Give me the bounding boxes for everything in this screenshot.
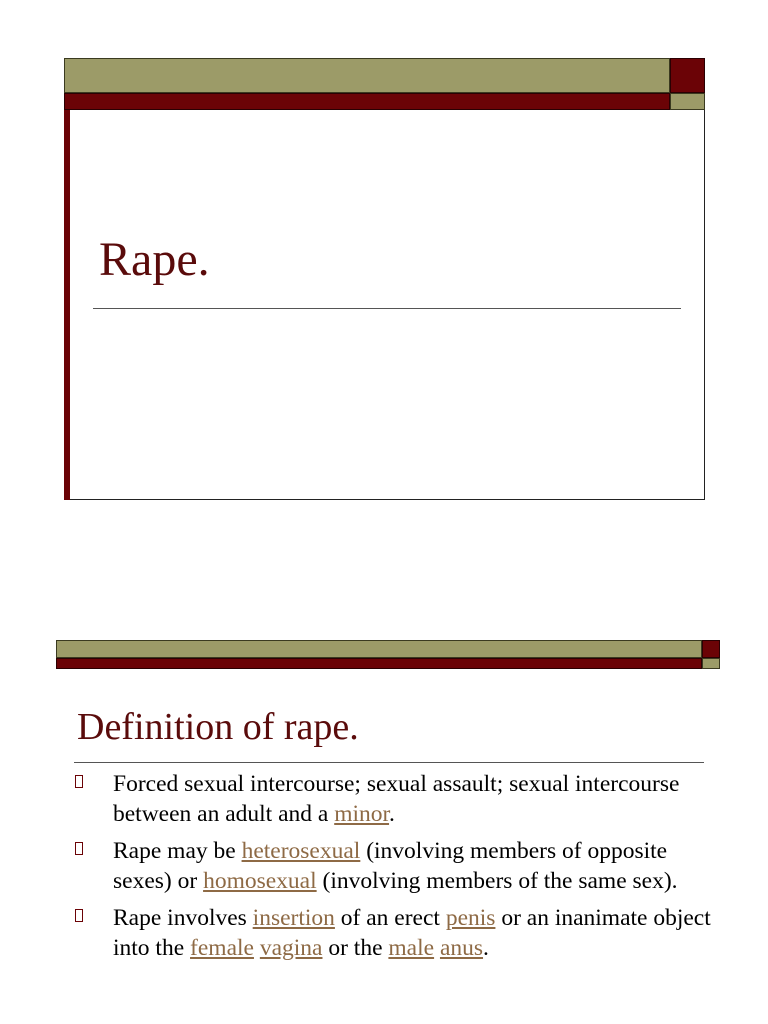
- link-penis[interactable]: penis: [445, 905, 496, 931]
- link-male[interactable]: male: [388, 934, 435, 961]
- header-square-olive: [670, 93, 705, 110]
- bullet-text: .: [483, 934, 489, 961]
- bullet-text: Rape may be: [113, 838, 242, 864]
- list-item: [56, 837, 720, 896]
- square-bullet-icon: [75, 909, 83, 922]
- bullet-text: .: [389, 800, 395, 827]
- header-band-maroon: [56, 658, 702, 669]
- header-square-maroon: [670, 58, 705, 93]
- bullet-text: of an erect: [334, 905, 446, 931]
- bullet-text: Forced sexual intercourse; sexual assault; sexual intercourse between an adult and a: [113, 771, 680, 827]
- link-minor[interactable]: minor: [334, 800, 390, 827]
- list-item: [56, 770, 720, 829]
- bullet-text: or an inanimate object into the: [113, 905, 711, 961]
- header-band-maroon: [64, 93, 670, 110]
- link-insertion[interactable]: insertion: [252, 905, 335, 931]
- link-anus[interactable]: anus: [439, 934, 484, 961]
- slide-title-text: Definition of rape.: [77, 706, 359, 748]
- square-bullet-icon: [75, 775, 83, 788]
- header-square-maroon: [702, 640, 720, 658]
- link-homosexual[interactable]: homosexual: [203, 867, 317, 894]
- bullet-text: or the: [322, 934, 389, 961]
- slide-left-accent-bar: [64, 110, 70, 500]
- square-bullet-icon: [75, 842, 83, 855]
- link-vagina[interactable]: vagina: [259, 934, 323, 961]
- header-band-olive: [64, 58, 670, 93]
- bullet-text: (involving members of the same sex).: [316, 867, 678, 894]
- link-heterosexual[interactable]: heterosexual: [241, 838, 361, 864]
- bullet-text: Rape involves: [113, 905, 253, 931]
- slide-body: [64, 110, 705, 500]
- slide-definition: [56, 640, 720, 1024]
- header-band-olive: [56, 640, 702, 658]
- slide-title-text: Rape.: [99, 233, 210, 286]
- title-divider: [74, 762, 704, 763]
- bullet-list: [56, 770, 720, 971]
- header-square-olive: [702, 658, 720, 669]
- list-item: [56, 904, 720, 963]
- link-female[interactable]: female: [190, 934, 254, 961]
- bullet-text: (involving members of opposite sexes) or: [113, 838, 668, 894]
- title-divider: [93, 308, 681, 309]
- slide-title: [64, 58, 705, 500]
